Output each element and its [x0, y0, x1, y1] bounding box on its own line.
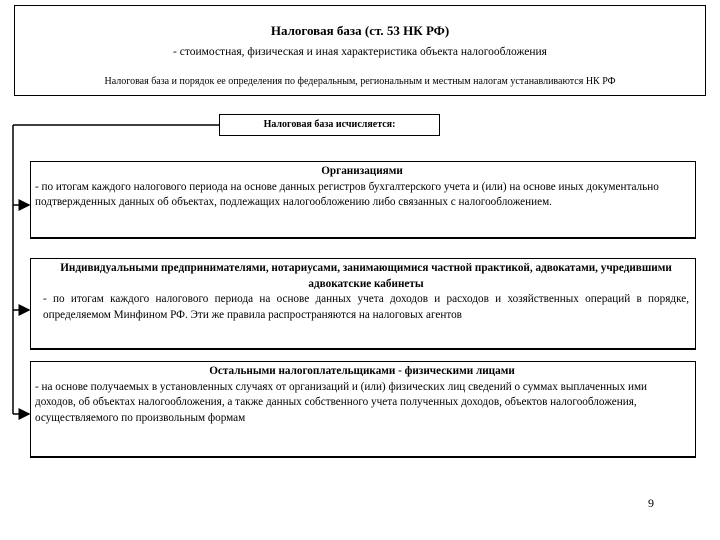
calculation-label: Налоговая база исчисляется: — [263, 119, 396, 130]
header-title: Налоговая база (ст. 53 НК РФ) — [270, 23, 450, 38]
entrepreneurs-box — [30, 258, 696, 350]
header-subtitle: - стоимостная, физическая и иная характеристика объекта налогообложения — [173, 46, 547, 58]
organizations-title: Организациями — [321, 165, 403, 177]
header-note: Налоговая база и порядок ее определения по федеральным, региональным и местным налогам устанавливаются НК РФ — [104, 76, 616, 87]
tax-base-header-box — [14, 5, 706, 96]
organizations-text: - по итогам каждого налогового периода на основе данных регистров бухгалтерского учета и (или) на основе иных документально подтвержденных данных об объектах, подлежащих налогообложению либо связанных с налогообложением. — [35, 180, 659, 208]
organizations-box — [30, 161, 696, 239]
individuals-box — [30, 361, 696, 458]
entrepreneurs-text: - по итогам каждого налогового периода на основе данных учета доходов и расходов и хозяйственных операций в порядке, определяемом Минфином РФ. Эти же правила распространяются на налоговых агентов — [43, 293, 689, 321]
page-number: 9 — [648, 496, 654, 510]
entrepreneurs-title: Индивидуальными предпринимателями, нотариусами, занимающимися частной практикой, адвокатами, учредившими адвокатские кабинеты — [60, 262, 672, 290]
individuals-title: Остальными налогоплательщиками - физическими лицами — [209, 365, 515, 377]
calculation-label-box — [219, 114, 440, 136]
individuals-text: - на основе получаемых в установленных случаях от организаций и (или) физических лиц сведений о суммах выплаченных ими доходов, об объектах налогообложения, а также данных собственного учета полученных доходов, объектов налогообложения, осуществляемого по произвольным формам — [35, 380, 648, 424]
